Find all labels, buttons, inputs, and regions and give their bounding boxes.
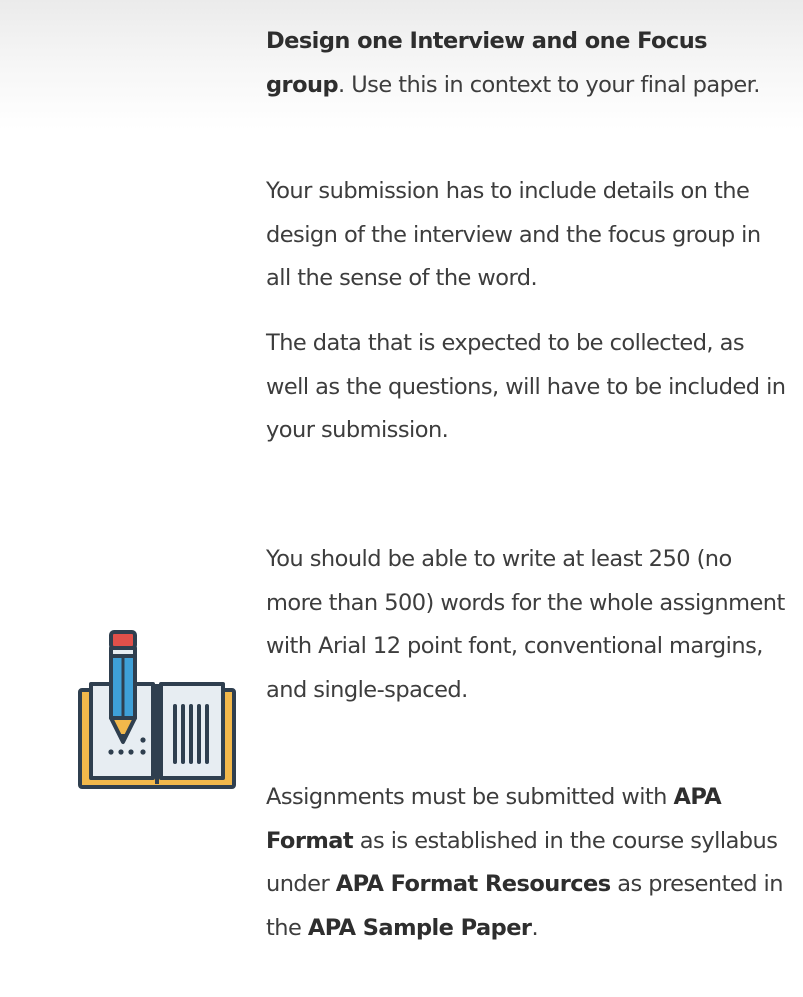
instruction-paragraph-data: The data that is expected to be collected, as well as the questions, will have to be included in your submission.	[266, 330, 786, 443]
apa-format-resources-bold: APA Format Resources	[335, 871, 611, 897]
instruction-paragraph-details: Your submission has to include details on the design of the interview and the focus group in all the sense of the word.	[266, 178, 761, 291]
instruction-paragraph-apa-format	[266, 776, 786, 950]
apa-text-part3: as presented in the	[266, 871, 783, 941]
apa-text-part1: Assignments must be submitted with	[266, 784, 674, 810]
apa-text-part4: .	[531, 914, 539, 941]
design-task-rest: . Use this in context to your final paper.	[338, 71, 760, 98]
apa-text-part2: as is established in the course syllabus under	[266, 827, 778, 897]
design-task-bold: Design one Interview and one Focus group	[266, 28, 708, 98]
instruction-paragraph-design	[266, 20, 786, 107]
apa-sample-paper-bold: APA Sample Paper	[307, 914, 532, 941]
apa-format-bold: APA Format	[266, 784, 722, 854]
instruction-paragraph-word-count: You should be able to write at least 250 (no more than 500) words for the whole assignment with Arial 12 point font, conventional margins, and single-spaced.	[266, 546, 785, 703]
book-with-pencil-icon	[77, 628, 237, 793]
